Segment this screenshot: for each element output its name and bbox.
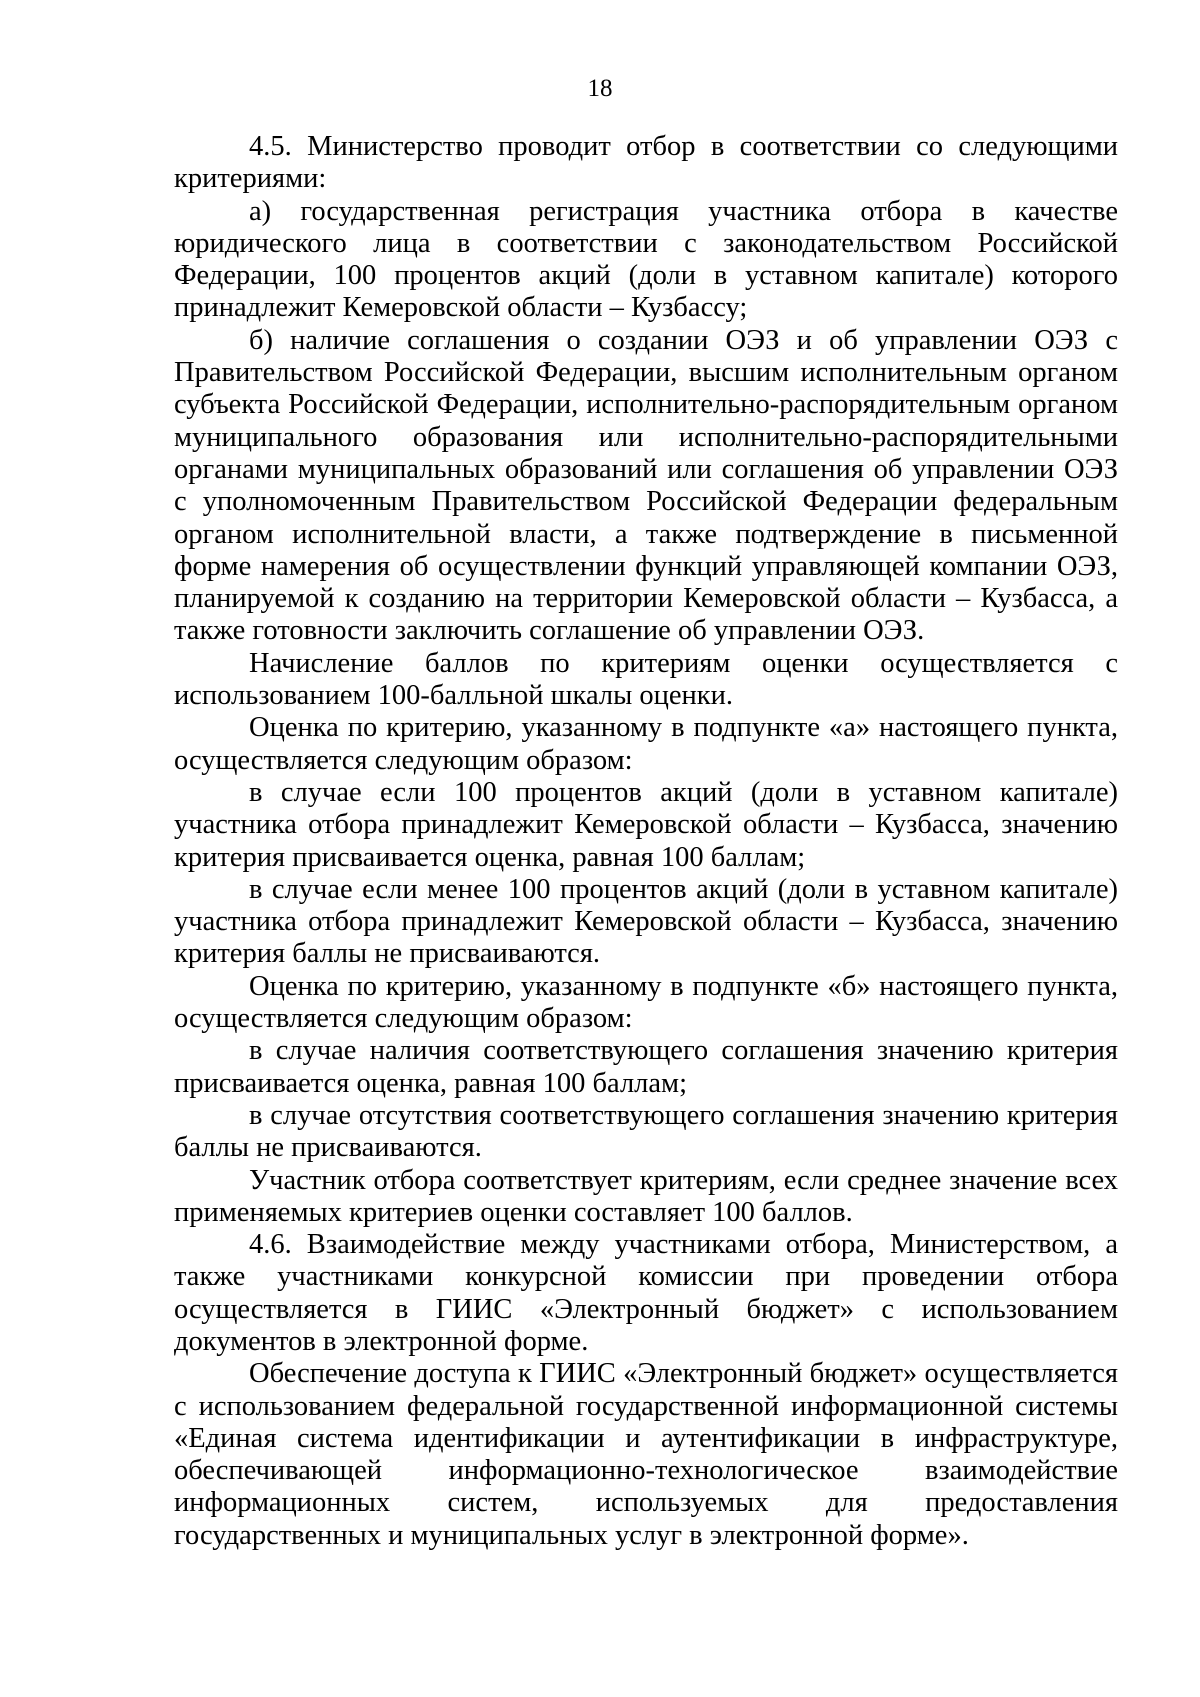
paragraph-assessment-b-present: в случае наличия соответствующего соглашения значению критерия присваивается оценка, равная 100 баллам; — [174, 1035, 1118, 1099]
paragraph-assessment-a-full: в случае если 100 процентов акций (доли в уставном капитале) участника отбора принадлежит Кемеровской области – Кузбасса, значению критерия присваивается оценка, равная 100 баллам; — [174, 776, 1118, 873]
paragraph-criterion-a: а) государственная регистрация участника отбора в качестве юридического лица в соответствии с законодательством Российской Федерации, 100 процентов акций (доли в уставном капитале) которого принадлежит Кемеровской области – Кузбассу; — [174, 195, 1118, 324]
page-number: 18 — [587, 75, 613, 102]
paragraph-assessment-b: Оценка по критерию, указанному в подпункте «б» настоящего пункта, осуществляется следующим образом: — [174, 970, 1118, 1035]
paragraph-scoring-scale: Начисление баллов по критериям оценки осуществляется с использованием 100-балльной шкалы оценки. — [174, 647, 1118, 712]
paragraph-access: Обеспечение доступа к ГИИС «Электронный бюджет» осуществляется с использованием федеральной государственной информационной системы «Единая система идентификации и аутентификации в инфраструктуре, обеспечивающей информационно-технологическое взаимодействие информационных систем, используемых для предоставления государственных и муниципальных услуг в электронной форме». — [174, 1358, 1118, 1551]
paragraph-assessment-a: Оценка по критерию, указанному в подпункте «а» настоящего пункта, осуществляется следующим образом: — [174, 712, 1118, 776]
paragraph-assessment-a-partial: в случае если менее 100 процентов акций (доли в уставном капитале) участника отбора принадлежит Кемеровской области – Кузбасса, значению критерия баллы не присваиваются. — [174, 873, 1118, 970]
document-body — [174, 131, 1118, 1552]
paragraph-4-5-criteria: 4.5. Министерство проводит отбор в соответствии со следующими критериями: — [174, 131, 1118, 195]
paragraph-compliance: Участник отбора соответствует критериям, если среднее значение всех применяемых критериев оценки составляет 100 баллов. — [174, 1164, 1118, 1228]
paragraph-assessment-b-absent: в случае отсутствия соответствующего соглашения значению критерия баллы не присваиваются. — [174, 1099, 1118, 1164]
paragraph-criterion-b: б) наличие соглашения о создании ОЭЗ и об управлении ОЭЗ с Правительством Российской Федерации, высшим исполнительным органом субъекта Российской Федерации, исполнительно-распорядительным органом муниципального образования или исполнительно-распорядительными органами муниципальных образований или соглашения об управлении ОЭЗ с уполномоченным Правительством Российской Федерации федеральным органом исполнительной власти, а также подтверждение в письменной форме намерения об осуществлении функций управляющей компании ОЭЗ, планируемой к созданию на территории Кемеровской области – Кузбасса, а также готовности заключить соглашение об управлении ОЭЗ. — [174, 324, 1118, 647]
paragraph-4-6-interaction: 4.6. Взаимодействие между участниками отбора, Министерством, а также участниками конкурсной комиссии при проведении отбора осуществляется в ГИИС «Электронный бюджет» с использованием документов в электронной форме. — [174, 1229, 1118, 1357]
